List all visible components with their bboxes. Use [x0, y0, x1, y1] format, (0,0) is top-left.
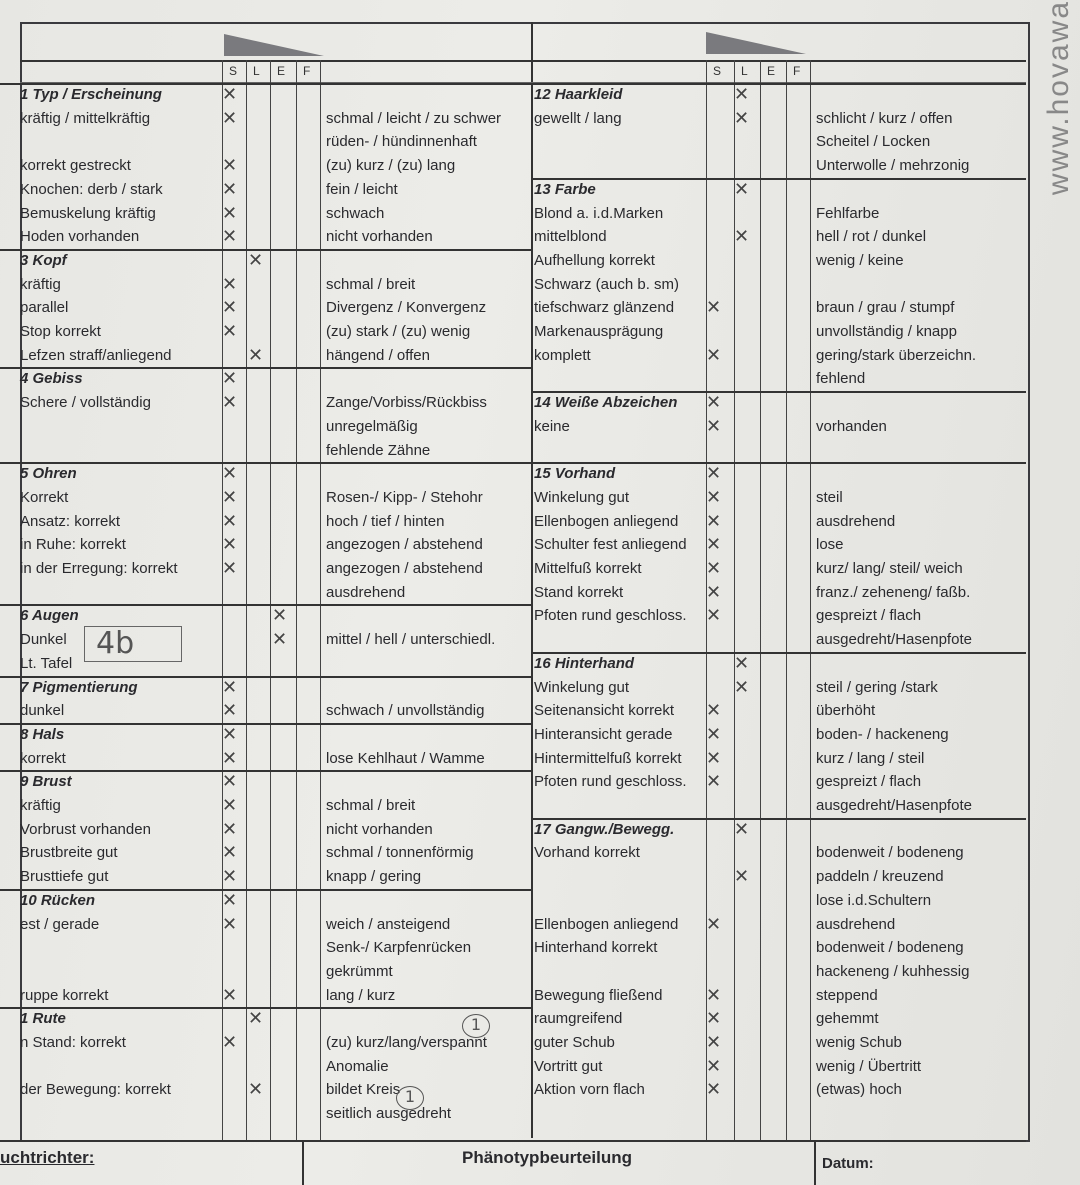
left-grid-col-3 [296, 60, 297, 1140]
left-criterion-label: Hoden vorhanden [20, 228, 140, 246]
right-fault-label: paddeln / kreuzend [816, 868, 944, 886]
header-rule [20, 60, 1026, 62]
left-checkmark-s-icon[interactable]: ✕ [222, 818, 238, 840]
right-criterion-label: Seitenansicht korrekt [534, 702, 675, 720]
right-checkmark-l-icon[interactable]: ✕ [734, 866, 750, 888]
left-grid-col-1 [246, 60, 247, 1140]
left-criterion-label: Lt. Tafel [20, 654, 73, 672]
right-checkmark-s-icon[interactable]: ✕ [706, 510, 722, 532]
circle-note-2: 1 [396, 1086, 424, 1110]
left-checkmark-s-icon[interactable]: ✕ [222, 747, 238, 769]
left-checkmark-s-icon[interactable]: ✕ [222, 273, 238, 295]
left-criterion-label: Bemuskelung kräftig [20, 204, 156, 222]
right-checkmark-s-icon[interactable]: ✕ [706, 534, 722, 556]
right-fault-label: braun / grau / stumpf [816, 299, 955, 317]
left-fault-label: (zu) kurz / (zu) lang [326, 157, 456, 175]
right-checkmark-l-icon[interactable]: ✕ [734, 818, 750, 840]
left-criterion-label: der Bewegung: korrekt [20, 1081, 171, 1099]
left-fault-label: schmal / breit [326, 797, 416, 814]
left-criterion-label: Vorbrust vorhanden [20, 820, 151, 838]
left-checkmark-s-icon[interactable]: ✕ [222, 178, 238, 200]
right-criterion-label: Pfoten rund geschloss. [534, 773, 687, 791]
left-section-title: 7 Pigmentierung [20, 678, 138, 696]
left-section-rule [0, 367, 531, 369]
right-criterion-label: tiefschwarz glänzend [534, 299, 675, 317]
left-fault-label: schmal / tonnenförmig [326, 844, 474, 862]
footer-rule [0, 1140, 1026, 1142]
left-fault-label: (zu) kurz/lang/verspannt [326, 1034, 487, 1051]
left-checkmark-s-icon[interactable]: ✕ [222, 202, 238, 224]
left-fault-label: knapp / gering [326, 868, 422, 886]
right-fault-label: steil [816, 488, 843, 506]
left-checkmark-l-icon[interactable]: ✕ [248, 1008, 264, 1030]
right-criterion-label: raumgreifend [534, 1010, 623, 1028]
right-checkmark-s-icon[interactable]: ✕ [706, 344, 722, 366]
right-section-rule [531, 462, 1026, 464]
right-fault-label: (etwas) hoch [816, 1081, 902, 1099]
left-criterion-label: kräftig / mittelkräftig [20, 109, 151, 127]
right-fault-label: wenig / Übertritt [816, 1057, 922, 1075]
right-section-rule [531, 178, 1026, 180]
left-section-rule [0, 604, 531, 606]
left-criterion-label: Knochen: derb / stark [20, 180, 163, 198]
left-criterion-label: ruppe korrekt [20, 986, 109, 1004]
left-section-title: 5 Ohren [20, 465, 77, 483]
left-criterion-label: Lefzen straff/anliegend [20, 346, 172, 364]
right-fault-label: kurz/ lang/ steil/ weich [816, 560, 963, 577]
right-criterion-label: Hintermittelfuß korrekt [534, 749, 682, 767]
footer-divider-2 [814, 1142, 816, 1185]
left-section-rule [0, 676, 531, 678]
right-fault-label: Fehlfarbe [816, 204, 880, 222]
left-section-rule [0, 1007, 531, 1009]
right-criterion-label: guter Schub [534, 1034, 615, 1051]
right-criterion-label: Aktion vorn flach [534, 1081, 645, 1099]
right-fault-label: gehemmt [816, 1010, 879, 1028]
header-wedge-left [224, 34, 324, 56]
right-section-title: 17 Gangw./Bewegg. [534, 820, 675, 838]
left-section-title: 1 Typ / Erscheinung [20, 86, 162, 103]
right-criterion-label: Schulter fest anliegend [534, 536, 687, 554]
left-section-title: 8 Hals [20, 725, 65, 743]
right-fault-label: fehlend [816, 370, 866, 388]
right-fault-label: ausdrehend [816, 915, 896, 933]
right-grid-col-3 [786, 60, 787, 1140]
left-criterion-label: in Ruhe: korrekt [20, 536, 126, 554]
left-col-header-e: E [277, 64, 286, 78]
right-criterion-label: Ellenbogen anliegend [534, 915, 679, 933]
right-checkmark-l-icon[interactable]: ✕ [734, 226, 750, 248]
right-col-header-l: L [741, 64, 748, 78]
left-col-header-f: F [303, 64, 311, 78]
left-fault-label: unregelmäßig [326, 417, 418, 435]
right-fault-label: hackeneng / kuhhessig [816, 962, 970, 980]
right-fault-label: lose i.d.Schultern [816, 891, 932, 909]
left-fault-label: fehlende Zähne [326, 441, 431, 459]
right-section-rule [531, 391, 1026, 393]
left-section-title: 9 Brust [20, 773, 72, 791]
left-checkmark-s-icon[interactable]: ✕ [222, 795, 238, 816]
left-fault-label: nicht vorhanden [326, 228, 433, 246]
right-fault-label: gering/stark überzeichn. [816, 346, 977, 364]
right-checkmark-s-icon[interactable]: ✕ [706, 771, 722, 793]
right-fault-label: überhöht [816, 702, 876, 720]
left-section-rule [0, 249, 531, 251]
left-fault-label: schmal / leicht / zu schwer [326, 109, 502, 127]
left-checkmark-s-icon[interactable]: ✕ [222, 866, 238, 888]
left-fault-label: rüden- / hündinnenhaft [326, 133, 477, 151]
left-section-rule [0, 723, 531, 725]
left-fault-label: seitlich ausgedreht [326, 1105, 452, 1123]
left-section-title: 4 Gebiss [20, 370, 83, 388]
right-grid-col-4 [810, 60, 811, 1140]
right-checkmark-s-icon[interactable]: ✕ [706, 392, 722, 414]
right-criterion-label: komplett [534, 346, 591, 364]
left-fault-label: mittel / hell / unterschiedl. [326, 631, 496, 649]
left-section-rule [0, 462, 531, 464]
right-checkmark-s-icon[interactable]: ✕ [706, 581, 722, 603]
left-checkmark-l-icon[interactable]: ✕ [248, 344, 264, 366]
right-fault-label: ausgedreht/Hasenpfote [816, 797, 972, 814]
left-grid-col-2 [270, 60, 271, 1140]
left-section-title: 10 Rücken [20, 891, 96, 909]
left-checkmark-s-icon[interactable]: ✕ [222, 984, 238, 1006]
right-criterion-label: Bewegung fließend [534, 986, 663, 1004]
left-checkmark-s-icon[interactable]: ✕ [222, 842, 238, 864]
left-col-header-l: L [253, 64, 260, 78]
left-checkmark-s-icon[interactable]: ✕ [222, 723, 238, 745]
left-section-title: 6 Augen [20, 607, 79, 625]
left-fault-label: Zange/Vorbiss/Rückbiss [326, 394, 487, 412]
right-fault-label: boden- / hackeneng [816, 725, 949, 743]
left-checkmark-s-icon[interactable]: ✕ [222, 155, 238, 177]
right-section-title: 14 Weiße Abzeichen [534, 394, 678, 412]
right-section-title: 16 Hinterhand [534, 654, 635, 672]
left-criterion-label: Brusttiefe gut [20, 868, 109, 886]
left-checkmark-s-icon[interactable]: ✕ [222, 368, 238, 390]
left-criterion-label: est / gerade [20, 915, 100, 933]
right-fault-label: franz./ zeheneng/ faßb. [816, 583, 971, 601]
right-section-rule [531, 652, 1026, 654]
left-criterion-label: kräftig [20, 797, 61, 814]
right-checkmark-s-icon[interactable]: ✕ [706, 297, 722, 319]
left-criterion-label: n Stand: korrekt [20, 1034, 126, 1051]
left-criterion-label: Brustbreite gut [20, 844, 118, 862]
left-fault-label: bildet Kreis [326, 1081, 401, 1099]
left-fault-label: schmal / breit [326, 275, 416, 293]
right-criterion-label: Vortritt gut [534, 1057, 603, 1075]
footer-divider-1 [302, 1140, 304, 1185]
right-checkmark-s-icon[interactable]: ✕ [706, 984, 722, 1006]
right-criterion-label: Winkelung gut [534, 678, 630, 696]
left-criterion-label: Korrekt [20, 488, 69, 506]
right-section-rule [531, 83, 1026, 85]
right-criterion-label: Ellenbogen anliegend [534, 512, 679, 530]
center-divider [531, 22, 533, 1138]
left-fault-label: weich / ansteigend [326, 915, 451, 933]
right-checkmark-s-icon[interactable]: ✕ [706, 605, 722, 627]
left-fault-label: lose Kehlhaut / Wamme [326, 749, 485, 767]
right-checkmark-s-icon[interactable]: ✕ [706, 747, 722, 769]
right-criterion-label: gewellt / lang [534, 109, 622, 127]
right-fault-label: bodenweit / bodeneng [816, 939, 964, 957]
right-fault-label: Unterwolle / mehrzonig [816, 157, 970, 175]
right-fault-label: ausgedreht/Hasenpfote [816, 631, 972, 649]
left-section-title: 3 Kopf [20, 251, 67, 269]
date-label: Datum: [822, 1155, 874, 1172]
left-fault-label: (zu) stark / (zu) wenig [326, 323, 471, 340]
left-checkmark-s-icon[interactable]: ✕ [222, 510, 238, 532]
right-fault-label: gespreizt / flach [816, 773, 922, 791]
left-col-header-s: S [229, 64, 238, 78]
right-criterion-label: mittelblond [534, 228, 607, 246]
left-fault-label: schwach [326, 204, 385, 222]
right-criterion-label: Aufhellung korrekt [534, 251, 655, 269]
right-checkmark-s-icon[interactable]: ✕ [706, 700, 722, 722]
left-criterion-label: in der Erregung: korrekt [20, 560, 178, 577]
right-checkmark-s-icon[interactable]: ✕ [706, 1079, 722, 1101]
right-fault-label: schlicht / kurz / offen [816, 109, 953, 127]
left-checkmark-l-icon[interactable]: ✕ [248, 1079, 264, 1101]
right-checkmark-l-icon[interactable]: ✕ [734, 652, 750, 674]
right-checkmark-s-icon[interactable]: ✕ [706, 1008, 722, 1030]
left-checkmark-s-icon[interactable]: ✕ [222, 700, 238, 722]
left-fault-label: nicht vorhanden [326, 820, 433, 838]
left-fault-label: ausdrehend [326, 583, 406, 601]
left-criterion-label: kräftig [20, 275, 61, 293]
left-criterion-label: parallel [20, 299, 69, 317]
right-checkmark-s-icon[interactable]: ✕ [706, 558, 722, 579]
right-fault-label: gespreizt / flach [816, 607, 922, 625]
left-checkmark-s-icon[interactable]: ✕ [222, 889, 238, 911]
right-fault-label: steil / gering /stark [816, 678, 938, 696]
left-criterion-label: dunkel [20, 702, 65, 720]
right-criterion-label: Mittelfuß korrekt [534, 560, 642, 577]
left-checkmark-s-icon[interactable]: ✕ [222, 771, 238, 793]
right-section-title: 15 Vorhand [534, 465, 616, 483]
left-fault-label: gekrümmt [326, 962, 393, 980]
right-checkmark-s-icon[interactable]: ✕ [706, 723, 722, 745]
right-grid-col-1 [734, 60, 735, 1140]
circle-note-1: 1 [462, 1014, 490, 1038]
right-fault-label: lose [816, 536, 844, 554]
left-checkmark-s-icon[interactable]: ✕ [222, 1032, 238, 1053]
left-section-rule [0, 889, 531, 891]
left-criterion-label: Schere / vollständig [20, 394, 151, 412]
left-fault-label: fein / leicht [326, 180, 398, 198]
right-criterion-label: Pfoten rund geschloss. [534, 607, 687, 625]
left-checkmark-s-icon[interactable]: ✕ [222, 107, 238, 129]
left-fault-label: Divergenz / Konvergenz [326, 299, 487, 317]
left-section-rule [0, 770, 531, 772]
right-criterion-label: Hinteransicht gerade [534, 725, 673, 743]
right-col-header-f: F [793, 64, 801, 78]
left-fault-label: lang / kurz [326, 986, 396, 1004]
right-checkmark-s-icon[interactable]: ✕ [706, 486, 722, 508]
right-checkmark-s-icon[interactable]: ✕ [706, 1032, 722, 1053]
right-checkmark-s-icon[interactable]: ✕ [706, 913, 722, 935]
right-fault-label: unvollständig / knapp [816, 323, 957, 340]
right-criterion-label: Stand korrekt [534, 583, 624, 601]
left-checkmark-s-icon[interactable]: ✕ [222, 486, 238, 508]
judge-label: uchtrichter: [0, 1148, 95, 1167]
right-section-rule [531, 818, 1026, 820]
right-criterion-label: Hinterhand korrekt [534, 939, 658, 957]
right-criterion-label: Winkelung gut [534, 488, 630, 506]
right-fault-label: vorhanden [816, 417, 887, 435]
left-fault-label: Senk-/ Karpfenrücken [326, 939, 472, 957]
right-criterion-label: Vorhand korrekt [534, 844, 640, 862]
left-checkmark-s-icon[interactable]: ✕ [222, 534, 238, 556]
left-fault-label: Rosen-/ Kipp- / Stehohr [326, 488, 483, 506]
left-checkmark-s-icon[interactable]: ✕ [222, 913, 238, 935]
right-col-header-s: S [713, 64, 722, 78]
right-criterion-label: keine [534, 417, 570, 435]
right-fault-label: kurz / lang / steil [816, 749, 925, 767]
right-fault-label: hell / rot / dunkel [816, 228, 927, 246]
left-fault-label: hängend / offen [326, 346, 430, 364]
left-section-rule [0, 83, 531, 85]
left-fault-label: angezogen / abstehend [326, 560, 483, 577]
left-checkmark-s-icon[interactable]: ✕ [222, 676, 238, 698]
left-checkmark-s-icon[interactable]: ✕ [222, 321, 238, 342]
right-fault-label: steppend [816, 986, 878, 1004]
left-checkmark-s-icon[interactable]: ✕ [222, 558, 238, 579]
left-criterion-label: korrekt gestreckt [20, 157, 131, 175]
right-checkmark-l-icon[interactable]: ✕ [734, 107, 750, 129]
right-criterion-label: Blond a. i.d.Marken [534, 204, 664, 222]
right-fault-label: wenig Schub [816, 1034, 902, 1051]
right-grid-col-2 [760, 60, 761, 1140]
left-checkmark-s-icon[interactable]: ✕ [222, 463, 238, 485]
watermark-url: www.hovawa [1042, 0, 1075, 196]
form-title: Phänotypbeurteilung [462, 1148, 632, 1167]
right-fault-label: ausdrehend [816, 512, 896, 530]
left-criterion-label: Ansatz: korrekt [20, 512, 121, 530]
right-fault-label: bodenweit / bodeneng [816, 844, 964, 862]
left-checkmark-s-icon[interactable]: ✕ [222, 297, 238, 319]
right-criterion-label: Markenausprägung [534, 323, 664, 340]
left-grid-col-4 [320, 60, 321, 1140]
left-checkmark-l-icon[interactable]: ✕ [248, 249, 264, 271]
right-col-header-e: E [767, 64, 776, 78]
left-checkmark-s-icon[interactable]: ✕ [222, 84, 238, 105]
right-checkmark-s-icon[interactable]: ✕ [706, 415, 722, 437]
right-section-title: 13 Farbe [534, 180, 596, 198]
left-checkmark-s-icon[interactable]: ✕ [222, 392, 238, 414]
right-checkmark-l-icon[interactable]: ✕ [734, 676, 750, 698]
right-checkmark-l-icon[interactable]: ✕ [734, 84, 750, 105]
tafel-value-handwritten: 4b [96, 626, 135, 661]
right-checkmark-l-icon[interactable]: ✕ [734, 178, 750, 200]
right-checkmark-s-icon[interactable]: ✕ [706, 463, 722, 485]
right-section-title: 12 Haarkleid [534, 86, 623, 103]
left-checkmark-e-icon[interactable]: ✕ [272, 629, 288, 651]
left-fault-label: angezogen / abstehend [326, 536, 483, 554]
right-fault-label: Scheitel / Locken [816, 133, 931, 151]
left-fault-label: schwach / unvollständig [326, 702, 485, 720]
right-checkmark-s-icon[interactable]: ✕ [706, 1055, 722, 1077]
left-criterion-label: korrekt [20, 749, 66, 767]
left-fault-label: hoch / tief / hinten [326, 512, 445, 530]
left-criterion-label: Dunkel [20, 631, 67, 649]
left-criterion-label: Stop korrekt [20, 323, 101, 340]
right-criterion-label: Schwarz (auch b. sm) [534, 275, 680, 293]
right-fault-label: wenig / keine [816, 251, 904, 269]
left-fault-label: Anomalie [326, 1057, 389, 1075]
left-checkmark-s-icon[interactable]: ✕ [222, 226, 238, 248]
header-wedge-right [706, 32, 806, 54]
left-checkmark-e-icon[interactable]: ✕ [272, 605, 288, 627]
left-section-title: 1 Rute [20, 1010, 66, 1028]
